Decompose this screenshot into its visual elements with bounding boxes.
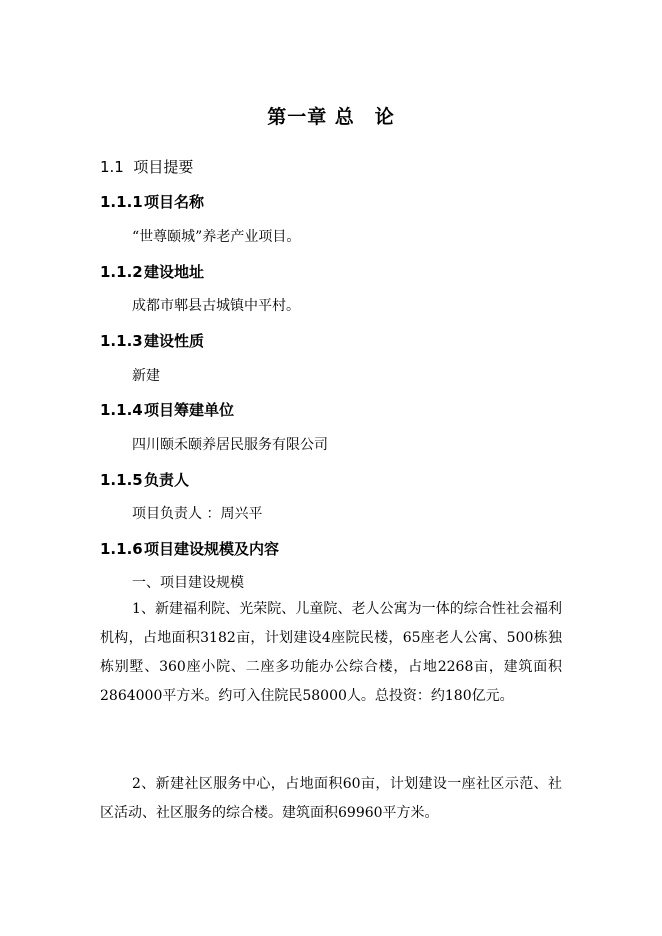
subsection-title: 建设性质 xyxy=(144,332,205,350)
subsection-number: 1.1.5 xyxy=(100,471,143,489)
subsection-title: 项目名称 xyxy=(144,193,205,211)
subsection-heading xyxy=(100,192,204,212)
subsection-title: 项目筹建单位 xyxy=(144,401,235,419)
subsection-title: 建设地址 xyxy=(144,263,205,281)
section-number: 1.1 xyxy=(100,158,124,176)
subsection-heading xyxy=(100,539,279,559)
subsection-heading xyxy=(100,331,204,351)
subsection-content: “世尊颐城”养老产业项目。 xyxy=(132,229,301,245)
subsection-number: 1.1.2 xyxy=(100,263,143,281)
body-paragraph: 2、新建社区服务中心，占地面积60亩，计划建设一座社区示范、社区活动、社区服务的综合楼。建筑面积69960平方米。 xyxy=(100,776,562,821)
subsection-heading xyxy=(100,262,204,282)
body-paragraph: 1、新建福利院、光荣院、儿童院、老人公寓为一体的综合性社会福利机构，占地面积3182亩，计划建设4座院民楼，65座老人公寓、500栋独栋别墅、360座小院、二座多功能办公综合楼，占地2268亩，建筑面积2864000平方米。约可入住院民58000人。总投资：约180亿元。 xyxy=(100,601,562,704)
subsection-number: 1.1.6 xyxy=(100,540,143,558)
subsection-number: 1.1.1 xyxy=(100,193,143,211)
subsection-content: 项目负责人 ：周兴平 xyxy=(132,506,263,522)
section-title: 项目提要 xyxy=(133,158,194,176)
subsection-content: 四川颐禾颐养居民服务有限公司 xyxy=(132,437,328,453)
section-heading xyxy=(100,157,193,177)
subsection-title: 负责人 xyxy=(144,471,190,489)
subsection-number: 1.1.4 xyxy=(100,401,143,419)
subsection-number: 1.1.3 xyxy=(100,332,143,350)
subsection-heading xyxy=(100,400,234,420)
subsection-content: 新建 xyxy=(132,368,160,384)
subsection-heading xyxy=(100,470,189,490)
subsection-content: 成都市郫县古城镇中平村。 xyxy=(132,298,300,314)
subsection-title: 项目建设规模及内容 xyxy=(144,540,280,558)
subsection-content: 一、项目建设规模 xyxy=(132,575,244,591)
chapter-title: 第一章 总 论 xyxy=(267,106,395,128)
